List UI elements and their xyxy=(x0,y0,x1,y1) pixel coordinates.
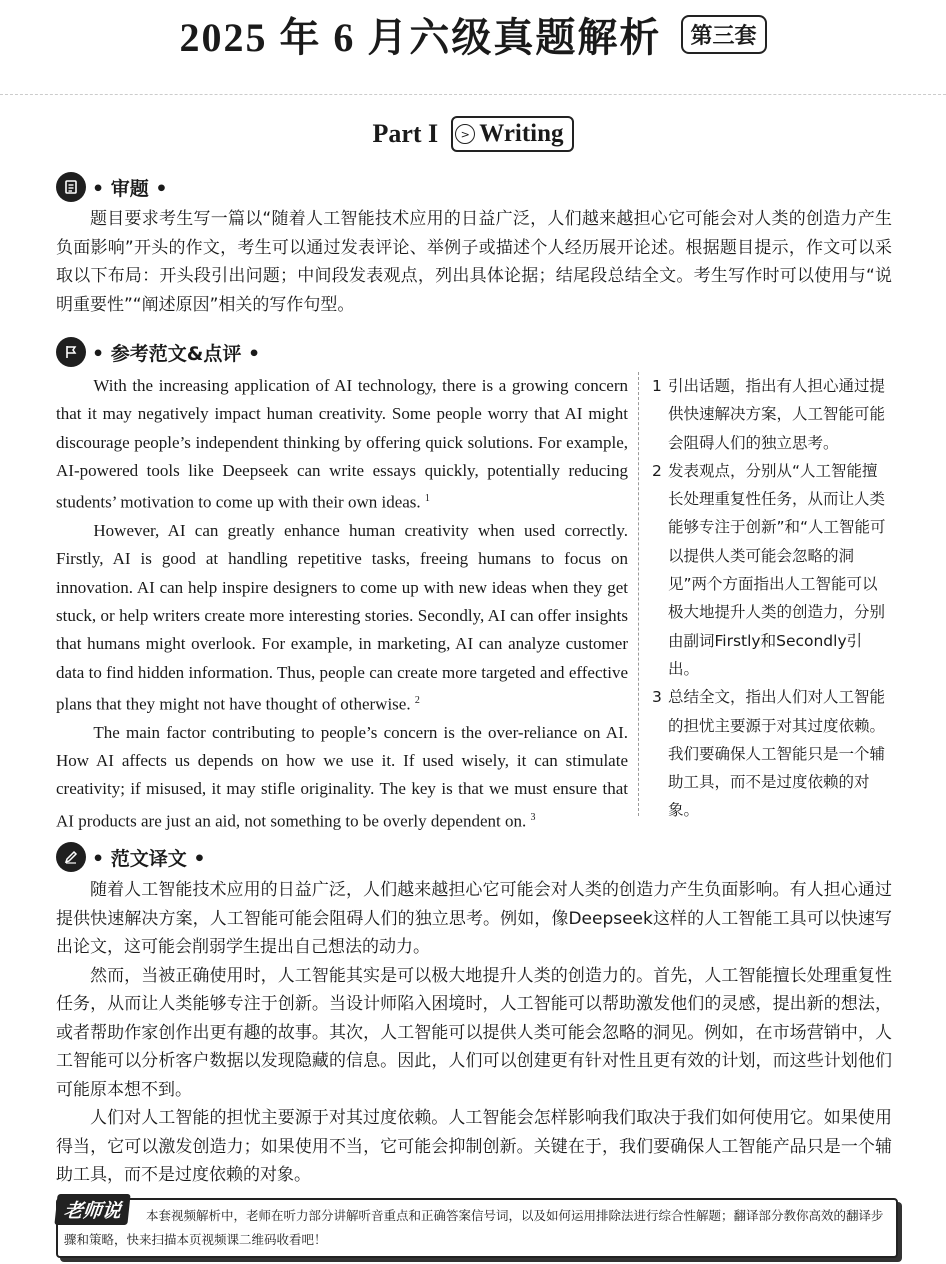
note-marker: 3 xyxy=(530,811,536,823)
flag-icon xyxy=(56,337,86,367)
section-label: • 范文译文 • xyxy=(92,847,206,870)
section-heading-review xyxy=(56,172,168,202)
note-item xyxy=(652,683,892,824)
section-heading-sample xyxy=(56,337,260,367)
essay-paragraph: However, AI can greatly enhance human creativity when used correctly. Firstly, AI is good at handling repetitive tasks, freeing humans to focus on innovation. AI can help inspire designers to come up with new ideas when they get stuck, or help writers create more interesting stories. Secondly, AI can offer insights that humans might overlook. For example, in marketing, AI can analyze customer data to find hidden information. Thus, people can create more targeted and effective plans that they might not have thought of otherwise. $^2$ xyxy=(56,521,628,714)
note-marker: 1 xyxy=(424,493,430,505)
part-label-box xyxy=(451,116,573,152)
essay-paragraph: With the increasing application of AI technology, there is a growing concern that it may negatively impact human creativity. Some people worry that AI might discourage people’s independent thinking by offering quick solutions. For example, AI-powered tools like Deepseek can write essays quickly, potentially reducing students’ motivation to come up with their own ideas. $^1$ xyxy=(56,376,628,512)
translation-paragraph: 人们对人工智能的担忧主要源于对其过度依赖。人工智能会怎样影响我们取决于我们如何使用它。如果使用得当，它可以激发创造力；如果使用不当，它可能会抑制创新。关键在于，我们要确保人工智能产品只是一个辅助工具，而不是过度依赖的对象。 xyxy=(56,1108,892,1185)
page-title: 2025 年 6 月六级真题解析 xyxy=(179,15,662,60)
note-number: 1 xyxy=(652,377,662,395)
notebook-icon xyxy=(56,172,86,202)
section-label: • 审题 • xyxy=(92,177,168,200)
note-text: 引出话题，指出有人担心通过提供快速解决方案，人工智能可能会阻碍人们的独立思考。 xyxy=(668,377,886,452)
part-number: Part I xyxy=(372,119,439,148)
section-label: • 参考范文&点评 • xyxy=(92,342,261,365)
section-heading-translation xyxy=(56,842,206,872)
column-divider xyxy=(638,372,639,816)
review-paragraph: 题目要求考生写一篇以“随着人工智能技术应用的日益广泛，人们越来越担心它可能会对人类的创造力产生负面影响”开头的作文，考生可以通过发表评论、举例子或描述个人经历展开论述。根据题目提示，作文可以采取以下布局：开头段引出问题；中间段发表观点，列出具体论据；结尾段总结全文。考生写作时可以使用与“说明重要性”“阐述原因”相关的写作句型。 xyxy=(56,209,892,315)
note-number: 3 xyxy=(652,688,662,707)
header-divider xyxy=(0,94,946,95)
note-item xyxy=(652,457,892,683)
note-number: 2 xyxy=(652,461,662,480)
teacher-note-text: 本套视频解析中，老师在听力部分讲解听音重点和正确答案信号词，以及如何运用排除法进行综合性解题；翻译部分教你高效的翻译步骤和策略，快来扫描本页视频课二维码收看吧！ xyxy=(64,1208,884,1247)
set-badge: 第三套 xyxy=(681,15,767,54)
translation-paragraph: 随着人工智能技术应用的日益广泛，人们越来越担心它可能会对人类的创造力产生负面影响。有人担心通过提供快速解决方案，人工智能可能会阻碍人们的独立思考。例如，像Deepseek这样的人工智能工具可以快速写出论文，这可能会削弱学生提出自己想法的动力。 xyxy=(56,880,892,957)
translation-body xyxy=(56,876,892,1190)
sample-essay xyxy=(56,372,628,836)
note-text: 总结全文，指出人们对人工智能的担忧主要源于对其过度依赖。我们要确保人工智能只是一个辅助工具，而不是过度依赖的对象。 xyxy=(668,688,886,820)
teacher-note xyxy=(56,1198,898,1258)
note-text: 发表观点，分别从“人工智能擅长处理重复性任务，从而让人类能够专注于创新”和“人工智能可以提供人类可能会忽略的洞见”两个方面指出人工智能可以极大地提升人类的创造力，分别由副词Firstly和Secondly引出。 xyxy=(668,461,886,678)
essay-notes xyxy=(652,372,892,825)
part-label: Writing xyxy=(479,120,564,147)
page-header xyxy=(0,6,946,63)
translation-paragraph: 然而，当被正确使用时，人工智能其实是可以极大地提升人类的创造力的。首先，人工智能擅长处理重复性任务，从而让人类能够专注于创新。当设计师陷入困境时，人工智能可以帮助激发他们的灵感，提出新的想法，或者帮助作家创作出更有趣的故事。其次，人工智能可以提供人类可能会忽略的洞见。例如，在市场营销中，人工智能可以分析客户数据以发现隐藏的信息。因此，人们可以创建更有针对性且更有效的计划，而这些计划他们可能原本想不到。 xyxy=(56,965,892,1100)
arrow-right-icon: > xyxy=(455,124,475,144)
note-marker: 2 xyxy=(414,694,420,706)
essay-paragraph: The main factor contributing to people’s concern is the over-reliance on AI. How AI affects us depends on how we use it. If used wisely, it can stimulate creativity; if misused, it may stifle originality. The key is that we must ensure that AI products are just an aid, not something to be overly dependent on. $^3$ xyxy=(56,722,628,831)
note-item xyxy=(652,372,892,457)
part-heading xyxy=(0,116,946,152)
pen-icon xyxy=(56,842,86,872)
teacher-badge: 老师说 xyxy=(54,1194,130,1225)
